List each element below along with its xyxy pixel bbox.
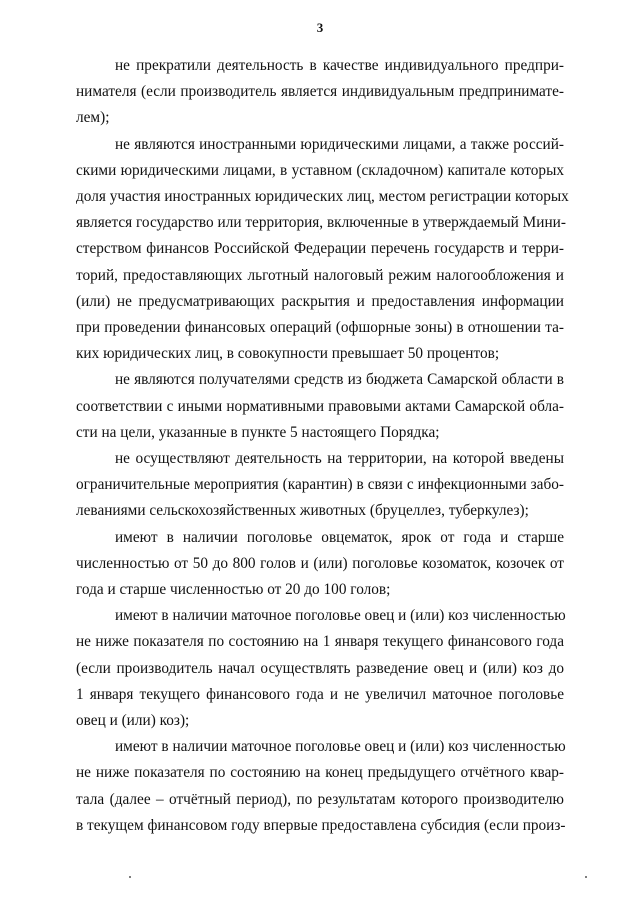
text-line: не являются иностранными юридическими лицами, а также россий- [115, 135, 564, 153]
text-line: стерством финансов Российской Федерации перечень государств и терри- [76, 240, 564, 258]
paragraph [76, 603, 564, 734]
text-line: в текущем финансовом году впервые предоставлена субсидия (если произ- [76, 816, 566, 834]
paragraph [76, 132, 569, 368]
text-line: (если производитель начал осуществлять разведение овец и (или) коз до [76, 659, 564, 677]
text-line: доля участия иностранных юридических лиц, местом регистрации которых [76, 188, 569, 206]
text-line: не ниже показателя по состоянию на конец предыдущего отчётного квар- [76, 764, 564, 782]
text-line: при проведении финансовых операций (офшорные зоны) в отношении та- [76, 319, 564, 337]
text-line: ограничительные мероприятия (карантин) в связи с инфекционными забо- [76, 476, 564, 494]
text-line: овец и (или) коз); [76, 712, 190, 730]
text-line: имеют в наличии поголовье овцематок, ярок от года и старше [115, 528, 564, 546]
document-body [76, 53, 569, 839]
text-line: лем); [76, 109, 110, 127]
text-line: не ниже показателя по состоянию на 1 января текущего финансового года [76, 633, 564, 651]
paragraph [76, 446, 564, 525]
text-line: нимателя (если производитель является индивидуальным предпринимате- [76, 83, 564, 101]
text-line: года и старше численностью от 20 до 100 голов; [76, 581, 391, 599]
text-line: торий, предоставляющих льготный налоговый режим налогообложения и [76, 266, 564, 284]
text-line: леваниями сельскохозяйственных животных (бруцеллез, туберкулез); [76, 502, 529, 520]
paragraph [76, 734, 564, 839]
text-line: имеют в наличии маточное поголовье овец и (или) коз численностью [115, 607, 566, 625]
scan-speck [129, 876, 131, 878]
text-line: не осуществляют деятельность на территории, на которой введены [115, 450, 564, 468]
text-line: численностью от 50 до 800 голов и (или) поголовье козоматок, козочек от [76, 554, 564, 572]
text-line: ких юридических лиц, в совокупности превышает 50 процентов; [76, 345, 500, 363]
paragraph [76, 53, 564, 132]
page-number: 3 [316, 20, 324, 35]
text-line: является государство или территория, включенные в утверждаемый Мини- [76, 214, 566, 232]
text-line: соответствии с иными нормативными правовыми актами Самарской обла- [76, 397, 564, 415]
paragraph [76, 367, 564, 446]
text-line: не прекратили деятельность в качестве индивидуального предпри- [115, 57, 564, 74]
text-line: не являются получателями средств из бюджета Самарской области в [115, 371, 564, 389]
text-line: сти на цели, указанные в пункте 5 настоящего Порядка; [76, 423, 440, 441]
paragraph [76, 525, 564, 604]
text-line: скими юридическими лицами, в уставном (складочном) капитале которых [76, 161, 564, 179]
text-line: 1 января текущего финансового года и не увеличил маточное поголовье [76, 685, 564, 703]
text-line: (или) не предусматривающих раскрытия и предоставления информации [76, 292, 564, 310]
text-line: тала (далее – отчётный период), по результатам которого производителю [76, 790, 564, 808]
text-line: имеют в наличии маточное поголовье овец и (или) коз численностью [115, 738, 566, 756]
scan-speck [585, 876, 587, 878]
